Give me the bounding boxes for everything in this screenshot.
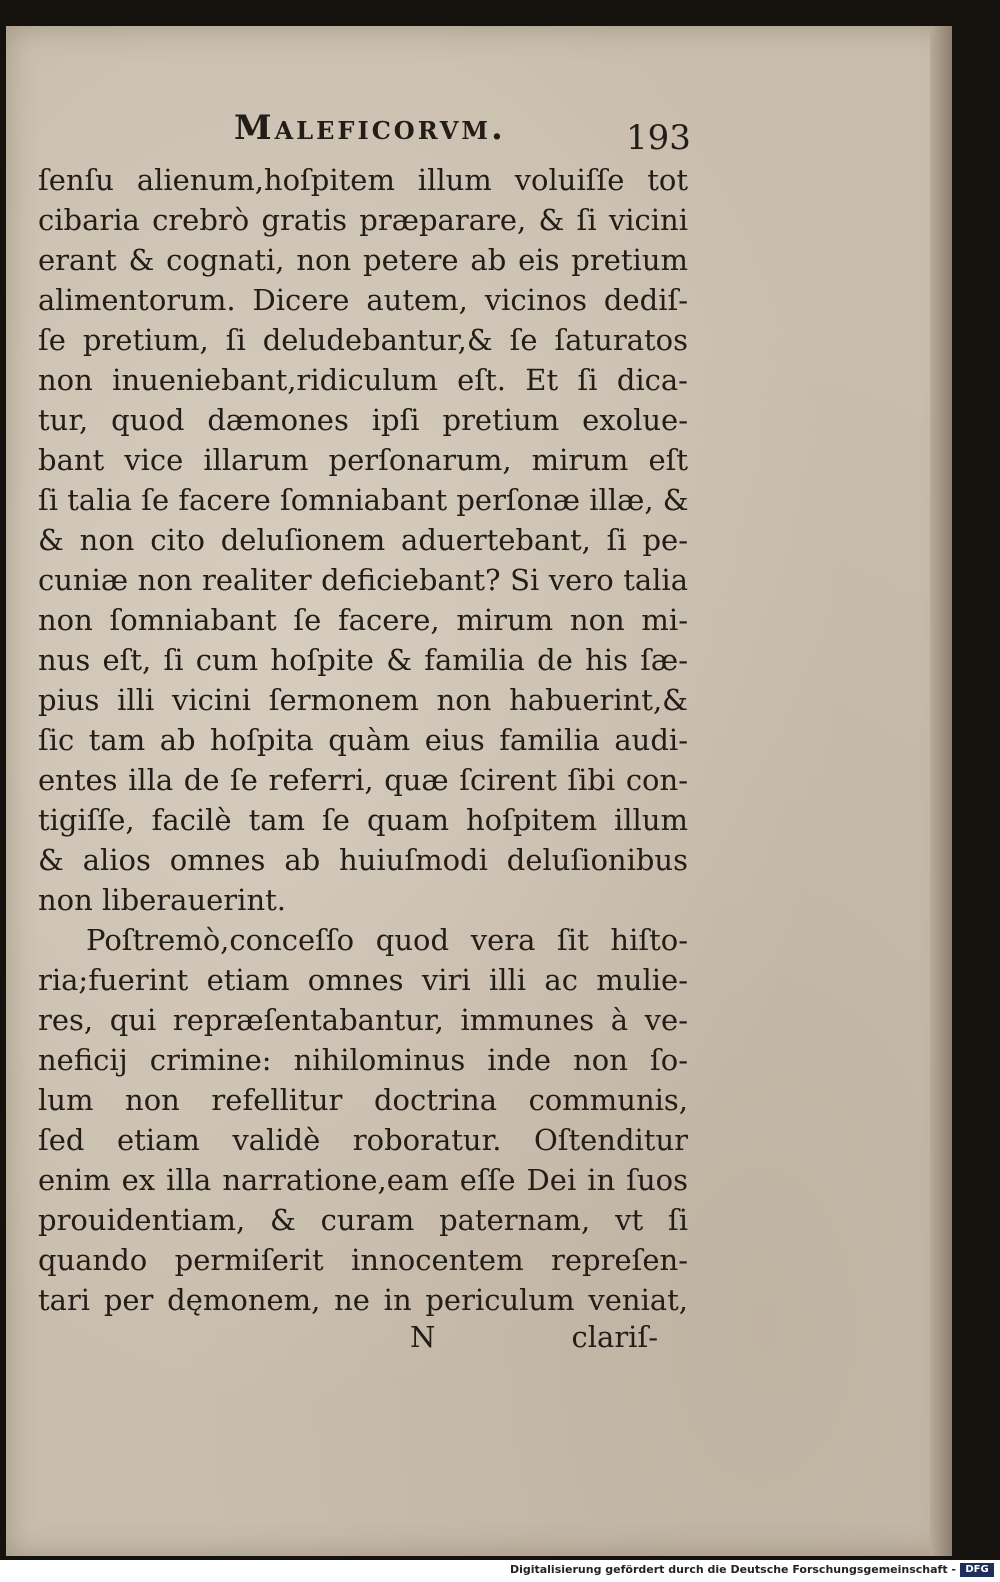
text-line: cibaria crebrò gratis præparare, & ſi vicini xyxy=(38,203,688,237)
text-line: & alios omnes ab huiuſmodi deluſionibus xyxy=(38,843,688,877)
text-line: bant vice illarum perſonarum, mirum eſt xyxy=(38,443,688,477)
text-line: neficij crimine: nihilominus inde non ſo- xyxy=(38,1043,688,1077)
text-line: ſenſu alienum,hoſpitem illum voluiſſe tot xyxy=(38,163,688,197)
page-edge xyxy=(930,26,952,1556)
text-line: Poſtremò,conceſſo quod vera ſit hiſto- xyxy=(86,923,688,957)
text-line: pius illi vicini ſermonem non habuerint,& xyxy=(38,683,688,717)
text-line: tigiſſe, facilè tam ſe quam hoſpitem illum xyxy=(38,803,688,837)
body-text xyxy=(38,160,688,1320)
text-line: tari per dęmonem, ne in periculum veniat, xyxy=(38,1283,688,1317)
dfg-logo: DFG xyxy=(960,1563,994,1577)
page-header xyxy=(0,108,1000,158)
running-title: Maleficorvm. xyxy=(234,108,506,148)
text-line: non inueniebant,ridiculum eſt. Et ſi dica- xyxy=(38,363,688,397)
text-line: prouidentiam, & curam paternam, vt ſi xyxy=(38,1203,688,1237)
text-line: entes illa de ſe referri, quæ ſcirent ſibi con- xyxy=(38,763,688,797)
text-line: quando permiſerit innocentem repreſen- xyxy=(38,1243,688,1277)
text-line: ſe pretium, ſi deludebantur,& ſe ſaturatos xyxy=(38,323,688,357)
page-number: 193 xyxy=(626,118,691,158)
text-line: res, qui repræſentabantur, immunes à ve- xyxy=(38,1003,688,1037)
text-line: enim ex illa narratione,eam eſſe Dei in ſuos xyxy=(38,1163,688,1197)
funding-credit: Digitalisierung gefördert durch die Deutsche Forschungsgemeinschaft - xyxy=(509,1563,956,1576)
text-line: erant & cognati, non petere ab eis pretium xyxy=(38,243,688,277)
catchword: clariſ- xyxy=(571,1320,658,1354)
text-line: cuniæ non realiter deficiebant? Si vero talia xyxy=(38,563,688,597)
text-line: nus eſt, ſi cum hoſpite & familia de his ſæ- xyxy=(38,643,688,677)
text-line: alimentorum. Dicere autem, vicinos dediſ- xyxy=(38,283,688,317)
text-line: & non cito deluſionem aduertebant, ſi pe- xyxy=(38,523,688,557)
text-line: ria;fuerint etiam omnes viri illi ac mulie- xyxy=(38,963,688,997)
digitization-footer xyxy=(0,1560,1000,1582)
text-line: ſi talia ſe facere ſomniabant perſonæ illæ, & xyxy=(38,483,689,517)
text-line: tur, quod dæmones ipſi pretium exolue- xyxy=(38,403,688,437)
signature-mark: N xyxy=(410,1320,436,1354)
text-line: non ſomniabant ſe facere, mirum non mi- xyxy=(38,603,688,637)
text-line: ſed etiam validè roboratur. Oſtenditur xyxy=(38,1123,688,1157)
text-line: non liberauerint. xyxy=(38,883,286,917)
signature-line xyxy=(38,1320,658,1360)
text-line: ſic tam ab hoſpita quàm eius familia audi- xyxy=(38,723,688,757)
text-line: lum non refellitur doctrina communis, xyxy=(38,1083,688,1117)
